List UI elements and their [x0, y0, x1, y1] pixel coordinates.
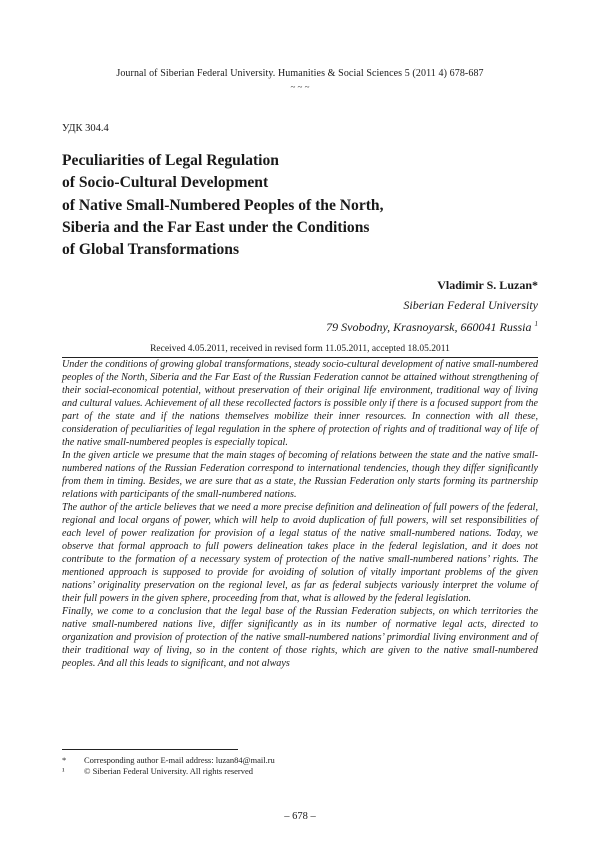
article-title [62, 150, 542, 261]
footnote-rule [62, 749, 238, 750]
footnote-corresponding [62, 755, 275, 765]
author-block [326, 276, 538, 338]
title-line: Peculiarities of Legal Regulation [62, 152, 279, 169]
author-name: Vladimir S. Luzan* [437, 278, 538, 292]
footnote-mark: * [62, 755, 67, 765]
footnote-copyright [62, 766, 253, 776]
abstract-paragraph: The author of the article believes that we need a more precise definition and delineation of full powers of the federal, regional and local organs of power, which will help to avoid duplication of full powers, will set responsibilities of each level of power realization for provision of a legal status of the native small-numbered nations. Today, we observe that formal approach to full powers delineation takes place in the federal legislation, and it does not contribute to the formation of a necessary system of protection of the native small-numbered nations’ rights. The mentioned approach is supposed to provide for avoiding of solution of vitally important problems of the given nations’ originality preservation on the regional level, as far as federal subjects variously interpret the volume of their full powers in the given sphere, proceeding from that, what is allowed by the federal legislation. [62, 501, 538, 604]
header-ornament: ~ ~ ~ [290, 82, 310, 92]
author-affiliation: Siberian Federal University [403, 297, 538, 312]
abstract-top-rule [62, 357, 538, 358]
title-line: of Socio-Cultural Development [62, 174, 269, 192]
received-dates: Received 4.05.2011, received in revised form 11.05.2011, accepted 18.05.2011 [150, 344, 450, 354]
journal-header: Journal of Siberian Federal University. Humanities & Social Sciences 5 (2011 4) 678-687 [116, 68, 484, 79]
udk-code: УДК 304.4 [62, 123, 109, 134]
title-line: of Global Transformations [62, 241, 240, 259]
footnote-mark: ¹ [62, 766, 65, 776]
footnote-text: Corresponding author E-mail address: luzan84@mail.ru [84, 755, 275, 765]
abstract-paragraph: Under the conditions of growing global transformations, steady socio-cultural development of native small-numbered peoples of the North, Siberia and the Far East of the Russian Federation cannot be attained without strengthening of their social-economical potential, without preservation of their original life environment, traditional way of living and cultural values. Achievement of all these recollected factors is possible only if there is a focused support from the part of the state and if the nations themselves mobilize their inner resources. In connection with all these, consideration of peculiarities of legal regulation in the sphere of protection of rights and of traditional way of life of the native small-numbered peoples is especially topical. [62, 359, 538, 448]
title-line: Siberia and the Far East under the Conditions [62, 218, 370, 236]
author-address: 79 Svobodny, Krasnoyarsk, 660041 Russia [326, 320, 532, 334]
title-line: of Native Small-Numbered Peoples of the North, [62, 196, 384, 214]
address-footnote-mark: 1 [534, 320, 538, 328]
abstract-paragraph: Finally, we come to a conclusion that the legal base of the Russian Federation subjects, on which territories the native small-numbered nations live, differ significantly as in its number of normative legal acts, directed to organization and provision of protection of the native small-numbered nations’ primordial living environment and of their traditional way of living, so in the content of those rights, which are given to the native small-numbered peoples. And all this leads to significant, and not always [62, 605, 538, 669]
page-number: – 678 – [284, 811, 316, 822]
author-address-line [326, 315, 538, 338]
abstract-paragraph: In the given article we presume that the main stages of becoming of relations between the state and the native small-numbered nations of the Russian Federation correspond to international tendencies, though they differ significantly from them in timing. Besides, we are sure that as a state, the Russian Federation only starts forming its partnership relations with participants of the small-numbered nations. [62, 449, 538, 500]
abstract [62, 359, 538, 671]
footnote-text: © Siberian Federal University. All rights reserved [84, 766, 254, 776]
